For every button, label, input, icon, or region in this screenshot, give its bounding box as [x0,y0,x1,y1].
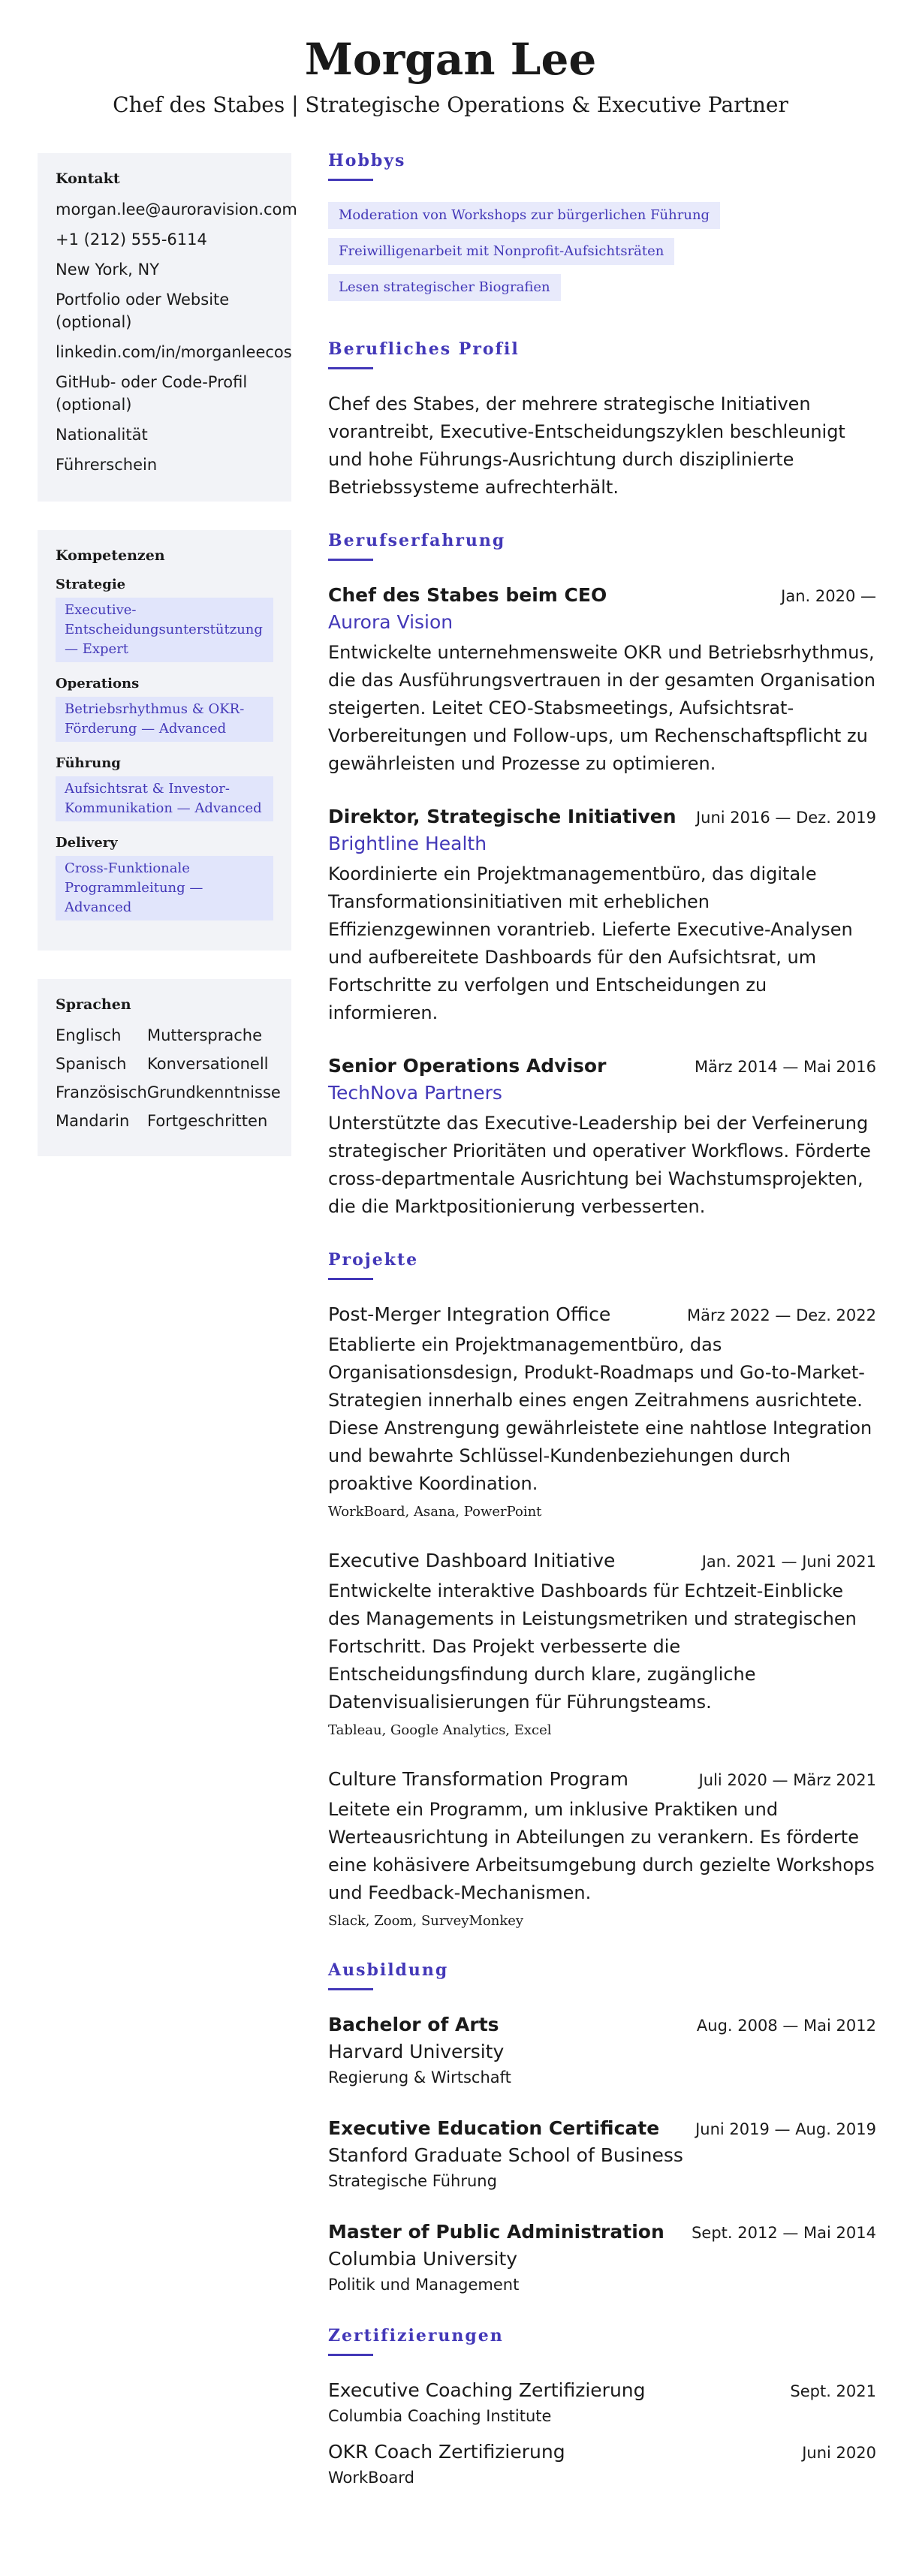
skill-group [56,674,273,742]
education-section [328,1958,876,2297]
degree-date: Aug. 2008 — Mai 2012 [696,2017,876,2035]
hobby-tag: Freiwilligenarbeit mit Nonprofit-Aufsichtsräten [328,238,674,265]
skill-tag: Cross-Funktionale Programmleitung — Advanced [56,856,273,920]
language-level: Muttersprache [147,1026,262,1044]
project-date: Juli 2020 — März 2021 [698,1771,876,1789]
language-row [56,1081,281,1104]
job-title: Direktor, Strategische Initiativen [328,806,677,827]
education-title: Ausbildung [328,1960,449,1980]
language-level: Konversationell [147,1055,269,1073]
education-entry [328,2011,876,2089]
skills-card [38,530,291,951]
section-divider [328,2354,373,2356]
contact-card [38,153,297,502]
contact-phone[interactable]: +1 (212) 555-6114 [56,230,207,249]
profile-text: Chef des Stabes, der mehrere strategische Initiativen vorantreibt, Executive-Entscheidungszyklen beschleunigt und hohe Führungs-Ausrichtung durch disziplinierte Betriebssysteme aufrechterhält. [328,393,845,498]
hobbies-section [328,149,876,310]
project-tools: Slack, Zoom, SurveyMonkey [328,1913,524,1929]
school-name: Columbia University [328,2248,518,2270]
languages-card [38,979,291,1156]
skill-group-title: Delivery [56,835,118,851]
certification-name: Executive Coaching Zertifizierung [328,2379,646,2401]
job-title: Chef des Stabes beim CEO [328,584,607,606]
section-divider [328,179,373,181]
project-name: Post-Merger Integration Office [328,1303,611,1325]
certifications-section [328,2324,876,2490]
section-divider [328,1278,373,1280]
project-tools: Tableau, Google Analytics, Excel [328,1722,552,1738]
field-of-study: Strategische Führung [328,2172,497,2190]
project-date: März 2022 — Dez. 2022 [686,1306,876,1324]
contact-email[interactable]: morgan.lee@auroravision.com [56,200,297,218]
project-date: Jan. 2021 — Juni 2021 [701,1553,876,1571]
project-entry [328,1547,876,1740]
school-name: Stanford Graduate School of Business [328,2144,683,2166]
experience-entry [328,803,876,1027]
contact-title: Kontakt [56,170,120,187]
candidate-name: Morgan Lee [304,34,597,85]
main-column [328,149,876,2517]
degree-date: Sept. 2012 — Mai 2014 [692,2224,876,2242]
language-row [56,1110,273,1132]
project-name: Executive Dashboard Initiative [328,1550,616,1571]
certification-date: Sept. 2021 [790,2382,876,2400]
contact-license: Führerschein [56,456,158,474]
degree-date: Juni 2019 — Aug. 2019 [695,2120,876,2138]
profile-title: Berufliches Profil [328,339,520,359]
certification-name: OKR Coach Zertifizierung [328,2441,565,2463]
job-company: TechNova Partners [328,1082,502,1104]
language-name: Spanisch [56,1055,127,1073]
project-entry [328,1301,876,1522]
job-title: Senior Operations Advisor [328,1055,607,1077]
education-entry [328,2219,876,2297]
skill-group-title: Strategie [56,577,126,592]
certifications-title: Zertifizierungen [328,2326,504,2346]
hobby-tag: Moderation von Workshops zur bürgerlichen Führung [328,202,720,229]
project-description: Leitete ein Programm, um inklusive Praktiken und Werteausrichtung in Abteilungen zu verankern. Es förderte eine kohäsivere Arbeitsumgebung durch gezielte Workshops und Feedback-Mechanismen. [328,1799,875,1903]
certification-issuer: WorkBoard [328,2469,414,2487]
skill-group-title: Führung [56,755,121,771]
sidebar [38,153,297,1185]
skills-title: Kompetenzen [56,547,165,564]
degree-title: Executive Education Certificate [328,2117,660,2139]
job-description: Unterstützte das Executive-Leadership bei der Verfeinerung strategischer Prioritäten und operativer Workflows. Förderte cross-departmentale Ausrichtung bei Wachstumsprojekten, die die Marktpositionierung verbesserten. [328,1113,871,1217]
language-name: Französisch [56,1083,147,1101]
certification-entry [328,2377,876,2428]
contact-location: New York, NY [56,261,160,279]
skill-group-title: Operations [56,676,140,691]
experience-entry [328,1053,876,1221]
profile-section [328,337,876,502]
projects-section [328,1248,876,1931]
job-date: Jan. 2020 — [781,587,876,605]
field-of-study: Regierung & Wirtschaft [328,2068,511,2086]
language-name: Englisch [56,1026,122,1044]
project-entry [328,1766,876,1931]
certification-entry [328,2439,876,2490]
project-description: Entwickelte interaktive Dashboards für Echtzeit-Einblicke des Managements in Leistungsmetriken und strategischen Fortschritt. Das Projekt verbesserte die Entscheidungsfindung durch klare, zugängliche Datenvisualisierungen für Führungsteams. [328,1580,857,1713]
candidate-subtitle: Chef des Stabes | Strategische Operations & Executive Partner [113,92,788,117]
school-name: Harvard University [328,2041,505,2062]
resume-header [0,0,901,120]
experience-entry [328,582,876,778]
job-date: Juni 2016 — Dez. 2019 [695,809,876,827]
project-name: Culture Transformation Program [328,1768,628,1790]
project-tools: WorkBoard, Asana, PowerPoint [328,1504,542,1520]
contact-linkedin[interactable]: linkedin.com/in/morganleecos [56,343,292,361]
certification-date: Juni 2020 [802,2444,876,2462]
section-divider [328,367,373,369]
project-description: Etablierte ein Projektmanagementbüro, das Organisationsdesign, Produkt-Roadmaps und Go-to-Market-Strategien innerhalb eines engen Zeitrahmens ausrichtete. Diese Anstrengung gewährleistete eine nahtlose Integration und bewahrte Schlüssel-Kundenbeziehungen durch proaktive Koordination. [328,1334,872,1494]
projects-title: Projekte [328,1250,419,1270]
skill-tag: Aufsichtsrat & Investor-Kommunikation — Advanced [56,776,273,821]
field-of-study: Politik und Management [328,2276,520,2294]
section-divider [328,1988,373,1990]
skill-group [56,754,273,821]
degree-title: Master of Public Administration [328,2221,664,2243]
hobby-tag: Lesen strategischer Biografien [328,274,561,301]
experience-title: Berufserfahrung [328,531,506,550]
job-company: Brightline Health [328,833,487,854]
hobbies-title: Hobbys [328,151,406,170]
contact-nationality: Nationalität [56,426,148,444]
skill-tag: Betriebsrhythmus & OKR-Förderung — Advanced [56,697,273,742]
language-level: Grundkenntnisse [146,1083,281,1101]
section-divider [328,559,373,561]
job-company: Aurora Vision [328,611,454,633]
language-level: Fortgeschritten [147,1112,268,1130]
experience-section [328,529,876,1221]
skill-group [56,833,273,920]
job-date: März 2014 — Mai 2016 [694,1058,876,1076]
language-row [56,1024,273,1047]
language-row [56,1053,273,1075]
job-description: Entwickelte unternehmensweite OKR und Betriebsrhythmus, die das Ausführungsvertrauen in der gesamten Organisation steigerten. Leitet CEO-Stabsmeetings, Aufsichtsrat-Vorbereitungen und Follow-ups, um Rechenschaftspflicht zu gewährleisten und Prozesse zu optimieren. [328,642,875,774]
job-description: Koordinierte ein Projektmanagementbüro, das digitale Transformationsinitiativen mit erheblichen Effizienzgewinnen vorantrieb. Lieferte Executive-Analysen und aufbereitete Dashboards für den Aufsichtsrat, um Fortschritte zu verfolgen und Entscheidungen zu informieren. [328,863,853,1023]
skill-group [56,575,273,662]
degree-title: Bachelor of Arts [328,2014,499,2035]
contact-github: GitHub- oder Code-Profil (optional) [56,373,248,414]
skill-tag: Executive-Entscheidungsunterstützung — Expert [56,598,273,662]
language-name: Mandarin [56,1112,130,1130]
certification-issuer: Columbia Coaching Institute [328,2407,552,2425]
education-entry [328,2115,876,2193]
contact-portfolio: Portfolio oder Website (optional) [56,291,230,331]
languages-title: Sprachen [56,996,131,1013]
